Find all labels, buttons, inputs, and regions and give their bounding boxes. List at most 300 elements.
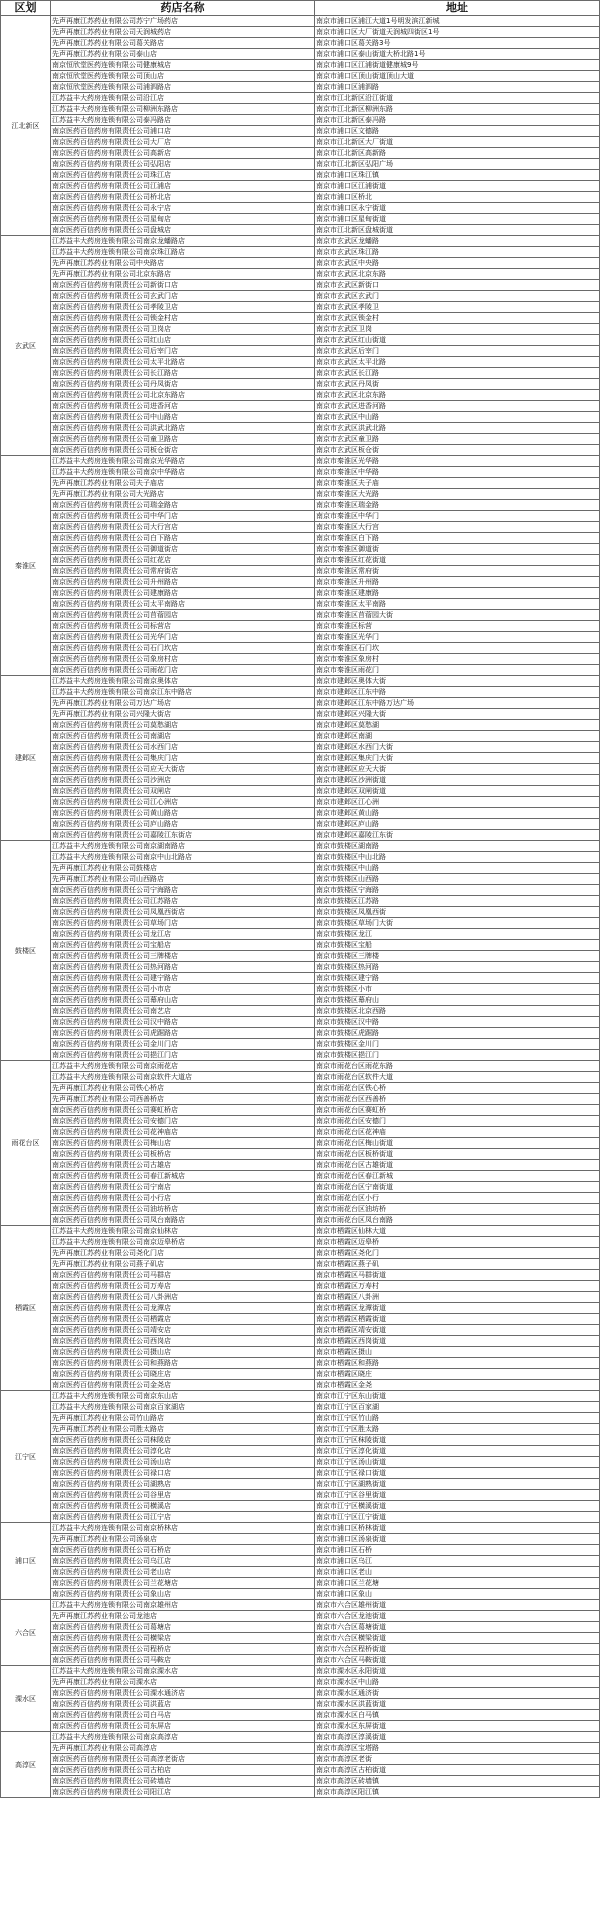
store-name-cell: 南京医药百信药房有限责任公司洪蓝店 bbox=[51, 1699, 315, 1710]
table-row bbox=[1, 1501, 600, 1512]
store-name-cell: 南京医药百信药房有限责任公司雨花门店 bbox=[51, 665, 315, 676]
table-row bbox=[1, 1435, 600, 1446]
address-cell: 南京市六合区龙池街道 bbox=[315, 1611, 600, 1622]
address-cell: 南京市江宁区胜太路 bbox=[315, 1424, 600, 1435]
store-name-cell: 南京医药百信药房有限责任公司晓庄店 bbox=[51, 1369, 315, 1380]
table-row bbox=[1, 1226, 600, 1237]
store-name-cell: 南京医药百信药房有限责任公司油坊桥店 bbox=[51, 1204, 315, 1215]
store-name-cell: 江苏益丰大药房连锁有限公司南京桥林店 bbox=[51, 1523, 315, 1534]
address-cell: 南京市高淳区砖墙镇 bbox=[315, 1776, 600, 1787]
store-name-cell: 南京医药百信药房有限责任公司龙江店 bbox=[51, 929, 315, 940]
table-row bbox=[1, 1644, 600, 1655]
store-name-cell: 先声再康江苏药业有限公司苏宁广场药店 bbox=[51, 16, 315, 27]
address-cell: 南京市雨花台区铁心桥 bbox=[315, 1083, 600, 1094]
store-name-cell: 南京医药百信药房有限责任公司升州路店 bbox=[51, 577, 315, 588]
address-cell: 南京市秦淮区夫子庙 bbox=[315, 478, 600, 489]
district-cell: 建邺区 bbox=[1, 676, 51, 841]
address-cell: 南京市六合区雄州街道 bbox=[315, 1600, 600, 1611]
table-row bbox=[1, 1347, 600, 1358]
store-name-cell: 南京医药百信药房有限责任公司后宰门店 bbox=[51, 346, 315, 357]
store-name-cell: 先声再康江苏药业有限公司葛关路店 bbox=[51, 38, 315, 49]
table-row bbox=[1, 1380, 600, 1391]
table-row bbox=[1, 291, 600, 302]
store-name-cell: 南京医药百信药房有限责任公司大厂店 bbox=[51, 137, 315, 148]
address-cell: 南京市江宁区竹山路 bbox=[315, 1413, 600, 1424]
address-cell: 南京市鼓楼区湖南路 bbox=[315, 841, 600, 852]
address-cell: 南京市雨花台区雨花东路 bbox=[315, 1061, 600, 1072]
table-row bbox=[1, 489, 600, 500]
store-name-cell: 南京医药百信药房有限责任公司莫愁湖店 bbox=[51, 720, 315, 731]
store-name-cell: 南京医药百信药房有限责任公司梅山店 bbox=[51, 1138, 315, 1149]
store-name-cell: 南京医药百信药房有限责任公司高淳老街店 bbox=[51, 1754, 315, 1765]
address-cell: 南京市建邺区奥体大街 bbox=[315, 676, 600, 687]
table-row bbox=[1, 621, 600, 632]
table-row bbox=[1, 1655, 600, 1666]
table-row bbox=[1, 203, 600, 214]
store-name-cell: 先声再康江苏药业有限公司大光路店 bbox=[51, 489, 315, 500]
address-cell: 南京市高淳区古柏街道 bbox=[315, 1765, 600, 1776]
table-row bbox=[1, 1578, 600, 1589]
store-name-cell: 南京医药百信药房有限责任公司大行宫店 bbox=[51, 522, 315, 533]
district-cell: 江北新区 bbox=[1, 16, 51, 236]
store-name-cell: 江苏益丰大药房连锁有限公司南京中华路店 bbox=[51, 467, 315, 478]
table-row bbox=[1, 1732, 600, 1743]
address-cell: 南京市鼓楼区中山路 bbox=[315, 863, 600, 874]
store-name-cell: 南京医药百信药房有限责任公司溧水通济店 bbox=[51, 1688, 315, 1699]
table-row bbox=[1, 1457, 600, 1468]
address-cell: 南京市江宁区东山街道 bbox=[315, 1391, 600, 1402]
store-name-cell: 南京医药百信药房有限责任公司小行店 bbox=[51, 1193, 315, 1204]
address-cell: 南京市江北新区盘城街道 bbox=[315, 225, 600, 236]
table-row bbox=[1, 1699, 600, 1710]
store-name-cell: 先声再康江苏药业有限公司北京东路店 bbox=[51, 269, 315, 280]
table-row bbox=[1, 126, 600, 137]
store-name-cell: 南京医药百信药房有限责任公司南艺店 bbox=[51, 1006, 315, 1017]
store-name-cell: 南京医药百信药房有限责任公司南湖店 bbox=[51, 731, 315, 742]
address-cell: 南京市玄武区进香河路 bbox=[315, 401, 600, 412]
table-row bbox=[1, 148, 600, 159]
table-row bbox=[1, 1369, 600, 1380]
address-cell: 南京市建邺区江心洲 bbox=[315, 797, 600, 808]
table-row bbox=[1, 1160, 600, 1171]
table-row bbox=[1, 247, 600, 258]
table-row bbox=[1, 665, 600, 676]
table-row bbox=[1, 1743, 600, 1754]
table-row bbox=[1, 49, 600, 60]
table-row bbox=[1, 720, 600, 731]
table-row bbox=[1, 1061, 600, 1072]
address-cell: 南京市鼓楼区汉中路 bbox=[315, 1017, 600, 1028]
table-row bbox=[1, 1270, 600, 1281]
store-name-cell: 南京恒欣堂医药连锁有限公司浦泗路店 bbox=[51, 82, 315, 93]
store-name-cell: 南京医药百信药房有限责任公司双闸店 bbox=[51, 786, 315, 797]
store-name-cell: 先声再康江苏药业有限公司山西路店 bbox=[51, 874, 315, 885]
table-row bbox=[1, 467, 600, 478]
address-cell: 南京市浦口区乌江 bbox=[315, 1556, 600, 1567]
table-row bbox=[1, 885, 600, 896]
table-row bbox=[1, 742, 600, 753]
table-row bbox=[1, 775, 600, 786]
store-name-cell: 南京医药百信药房有限责任公司童卫路店 bbox=[51, 434, 315, 445]
table-row bbox=[1, 1204, 600, 1215]
store-name-cell: 南京医药百信药房有限责任公司八卦洲店 bbox=[51, 1292, 315, 1303]
store-name-cell: 南京医药百信药房有限责任公司葛塘店 bbox=[51, 1622, 315, 1633]
store-name-cell: 南京医药百信药房有限责任公司象房村店 bbox=[51, 654, 315, 665]
address-cell: 南京市浦口区永宁街道 bbox=[315, 203, 600, 214]
table-row bbox=[1, 1127, 600, 1138]
table-body bbox=[1, 16, 600, 1798]
table-row bbox=[1, 797, 600, 808]
store-name-cell: 南京医药百信药房有限责任公司玄武门店 bbox=[51, 291, 315, 302]
store-name-cell: 南京医药百信药房有限责任公司苜蓿园店 bbox=[51, 610, 315, 621]
table-row bbox=[1, 808, 600, 819]
store-name-cell: 南京医药百信药房有限责任公司和燕路店 bbox=[51, 1358, 315, 1369]
table-row bbox=[1, 1688, 600, 1699]
table-row bbox=[1, 1534, 600, 1545]
address-cell: 南京市秦淮区标营 bbox=[315, 621, 600, 632]
address-cell: 南京市溧水区东屏街道 bbox=[315, 1721, 600, 1732]
address-cell: 南京市江宁区淳化街道 bbox=[315, 1446, 600, 1457]
address-cell: 南京市秦淮区建康路 bbox=[315, 588, 600, 599]
address-cell: 南京市六合区程桥街道 bbox=[315, 1644, 600, 1655]
store-name-cell: 南京医药百信药房有限责任公司建宁路店 bbox=[51, 973, 315, 984]
store-name-cell: 南京医药百信药房有限责任公司白马店 bbox=[51, 1710, 315, 1721]
store-name-cell: 南京医药百信药房有限责任公司安德门店 bbox=[51, 1116, 315, 1127]
store-name-cell: 先声再康江苏药业有限公司鼓楼店 bbox=[51, 863, 315, 874]
table-row bbox=[1, 709, 600, 720]
table-row bbox=[1, 819, 600, 830]
header-row bbox=[1, 1, 600, 16]
store-name-cell: 南京医药百信药房有限责任公司嘉陵江东街店 bbox=[51, 830, 315, 841]
store-name-cell: 南京医药百信药房有限责任公司北京东路店 bbox=[51, 390, 315, 401]
table-row bbox=[1, 1193, 600, 1204]
store-name-cell: 南京医药百信药房有限责任公司万寿店 bbox=[51, 1281, 315, 1292]
address-cell: 南京市栖霞区尧化门 bbox=[315, 1248, 600, 1259]
table-row bbox=[1, 170, 600, 181]
table-row bbox=[1, 786, 600, 797]
table-row bbox=[1, 830, 600, 841]
table-row bbox=[1, 1512, 600, 1523]
table-row bbox=[1, 412, 600, 423]
store-name-cell: 南京医药百信药房有限责任公司凤台南路店 bbox=[51, 1215, 315, 1226]
table-row bbox=[1, 1138, 600, 1149]
table-row bbox=[1, 676, 600, 687]
store-name-cell: 南京医药百信药房有限责任公司浦口店 bbox=[51, 126, 315, 137]
address-cell: 南京市秦淮区升州路 bbox=[315, 577, 600, 588]
district-cell: 雨花台区 bbox=[1, 1061, 51, 1226]
district-cell: 秦淮区 bbox=[1, 456, 51, 676]
table-row bbox=[1, 423, 600, 434]
store-name-cell: 南京医药百信药房有限责任公司星甸店 bbox=[51, 214, 315, 225]
store-name-cell: 南京医药百信药房有限责任公司汤山店 bbox=[51, 1457, 315, 1468]
address-cell: 南京市鼓楼区幕府山 bbox=[315, 995, 600, 1006]
store-name-cell: 南京医药百信药房有限责任公司湖熟店 bbox=[51, 1479, 315, 1490]
table-row bbox=[1, 1402, 600, 1413]
table-row bbox=[1, 1765, 600, 1776]
store-name-cell: 先声再康江苏药业有限公司龙池店 bbox=[51, 1611, 315, 1622]
store-name-cell: 先声再康江苏药业有限公司高淳店 bbox=[51, 1743, 315, 1754]
address-cell: 南京市建邺区南湖 bbox=[315, 731, 600, 742]
store-name-cell: 江苏益丰大药房连锁有限公司南京东山店 bbox=[51, 1391, 315, 1402]
address-cell: 南京市鼓楼区挹江门 bbox=[315, 1050, 600, 1061]
store-name-cell: 南京医药百信药房有限责任公司水西门店 bbox=[51, 742, 315, 753]
address-cell: 南京市溧水区中山路 bbox=[315, 1677, 600, 1688]
store-name-cell: 先声再康江苏药业有限公司铁心桥店 bbox=[51, 1083, 315, 1094]
store-name-cell: 南京医药百信药房有限责任公司热河路店 bbox=[51, 962, 315, 973]
table-row bbox=[1, 71, 600, 82]
address-cell: 南京市建邺区双闸街道 bbox=[315, 786, 600, 797]
table-row bbox=[1, 907, 600, 918]
address-cell: 南京市玄武区孝陵卫 bbox=[315, 302, 600, 313]
address-cell: 南京市栖霞区万寿村 bbox=[315, 1281, 600, 1292]
address-cell: 南京市建邺区莫愁湖 bbox=[315, 720, 600, 731]
store-name-cell: 南京医药百信药房有限责任公司古柏店 bbox=[51, 1765, 315, 1776]
store-name-cell: 江苏益丰大药房连锁有限公司南京百家湖店 bbox=[51, 1402, 315, 1413]
table-row bbox=[1, 302, 600, 313]
address-cell: 南京市雨花台区软件大道 bbox=[315, 1072, 600, 1083]
address-cell: 南京市玄武区珠江路 bbox=[315, 247, 600, 258]
table-row bbox=[1, 654, 600, 665]
address-cell: 南京市浦口区浦泗路 bbox=[315, 82, 600, 93]
store-name-cell: 先声再康江苏药业有限公司夫子庙店 bbox=[51, 478, 315, 489]
address-cell: 南京市鼓楼区金川门 bbox=[315, 1039, 600, 1050]
address-cell: 南京市浦口区珠江镇 bbox=[315, 170, 600, 181]
table-row bbox=[1, 1336, 600, 1347]
address-cell: 南京市雨花台区凤台南路 bbox=[315, 1215, 600, 1226]
header-store-name: 药店名称 bbox=[51, 1, 315, 16]
store-name-cell: 南京医药百信药房有限责任公司太平北路店 bbox=[51, 357, 315, 368]
table-row bbox=[1, 1237, 600, 1248]
table-row bbox=[1, 27, 600, 38]
address-cell: 南京市秦淮区御道街 bbox=[315, 544, 600, 555]
table-row bbox=[1, 1292, 600, 1303]
address-cell: 南京市栖霞区八卦洲 bbox=[315, 1292, 600, 1303]
address-cell: 南京市鼓楼区小市 bbox=[315, 984, 600, 995]
address-cell: 南京市建邺区应天大街 bbox=[315, 764, 600, 775]
table-row bbox=[1, 1721, 600, 1732]
table-row bbox=[1, 1149, 600, 1160]
address-cell: 南京市雨花台区安德门 bbox=[315, 1116, 600, 1127]
store-name-cell: 南京医药百信药房有限责任公司花神庙店 bbox=[51, 1127, 315, 1138]
table-row bbox=[1, 1182, 600, 1193]
address-cell: 南京市鼓楼区北京西路 bbox=[315, 1006, 600, 1017]
address-cell: 南京市栖霞区马群街道 bbox=[315, 1270, 600, 1281]
address-cell: 南京市秦淮区大行宫 bbox=[315, 522, 600, 533]
store-name-cell: 南京医药百信药房有限责任公司江浦店 bbox=[51, 181, 315, 192]
address-cell: 南京市栖霞区靖安街道 bbox=[315, 1325, 600, 1336]
table-row bbox=[1, 1600, 600, 1611]
address-cell: 南京市玄武区卫岗 bbox=[315, 324, 600, 335]
store-name-cell: 南京医药百信药房有限责任公司光华门店 bbox=[51, 632, 315, 643]
address-cell: 南京市玄武区长江路 bbox=[315, 368, 600, 379]
table-row bbox=[1, 1556, 600, 1567]
table-row bbox=[1, 1633, 600, 1644]
table-row bbox=[1, 1006, 600, 1017]
table-row bbox=[1, 368, 600, 379]
table-row bbox=[1, 104, 600, 115]
store-name-cell: 南京医药百信药房有限责任公司石桥店 bbox=[51, 1545, 315, 1556]
table-row bbox=[1, 335, 600, 346]
table-row bbox=[1, 214, 600, 225]
table-row bbox=[1, 1446, 600, 1457]
table-row bbox=[1, 1677, 600, 1688]
address-cell: 南京市秦淮区瑞金路 bbox=[315, 500, 600, 511]
table-row bbox=[1, 1611, 600, 1622]
address-cell: 南京市秦淮区太平南路 bbox=[315, 599, 600, 610]
store-name-cell: 先声再康江苏药业有限公司胜太路店 bbox=[51, 1424, 315, 1435]
store-name-cell: 江苏益丰大药房连锁有限公司南京仙林店 bbox=[51, 1226, 315, 1237]
table-row bbox=[1, 1116, 600, 1127]
table-row bbox=[1, 1017, 600, 1028]
address-cell: 南京市江北新区沿江街道 bbox=[315, 93, 600, 104]
address-cell: 南京市玄武区太平北路 bbox=[315, 357, 600, 368]
store-name-cell: 南京医药百信药房有限责任公司常府街店 bbox=[51, 566, 315, 577]
address-cell: 南京市秦淮区苜蓿园大街 bbox=[315, 610, 600, 621]
address-cell: 南京市建邺区江东中路 bbox=[315, 687, 600, 698]
address-cell: 南京市秦淮区红花街道 bbox=[315, 555, 600, 566]
table-row bbox=[1, 1281, 600, 1292]
store-name-cell: 南京医药百信药房有限责任公司汉中路店 bbox=[51, 1017, 315, 1028]
store-name-cell: 南京恒欣堂医药连锁有限公司健康城店 bbox=[51, 60, 315, 71]
table-row bbox=[1, 566, 600, 577]
table-row bbox=[1, 973, 600, 984]
address-cell: 南京市栖霞区栖霞街道 bbox=[315, 1314, 600, 1325]
table-row bbox=[1, 1622, 600, 1633]
address-cell: 南京市浦口区老山 bbox=[315, 1567, 600, 1578]
table-row bbox=[1, 93, 600, 104]
store-name-cell: 南京医药百信药房有限责任公司江宁店 bbox=[51, 1512, 315, 1523]
address-cell: 南京市玄武区玄武门 bbox=[315, 291, 600, 302]
store-name-cell: 南京医药百信药房有限责任公司宁海路店 bbox=[51, 885, 315, 896]
store-name-cell: 南京医药百信药房有限责任公司凤凰西街店 bbox=[51, 907, 315, 918]
table-row bbox=[1, 1259, 600, 1270]
address-cell: 南京市建邺区庐山路 bbox=[315, 819, 600, 830]
table-row bbox=[1, 896, 600, 907]
table-row bbox=[1, 610, 600, 621]
table-row bbox=[1, 1358, 600, 1369]
table-row bbox=[1, 269, 600, 280]
address-cell: 南京市建邺区沙洲街道 bbox=[315, 775, 600, 786]
address-cell: 南京市建邺区水西门大街 bbox=[315, 742, 600, 753]
table-row bbox=[1, 1325, 600, 1336]
address-cell: 南京市秦淮区石门坎 bbox=[315, 643, 600, 654]
store-name-cell: 江苏益丰大药房连锁有限公司沿江店 bbox=[51, 93, 315, 104]
address-cell: 南京市浦口区江浦街道 bbox=[315, 181, 600, 192]
store-name-cell: 南京医药百信药房有限责任公司孝陵卫店 bbox=[51, 302, 315, 313]
table-row bbox=[1, 632, 600, 643]
store-name-cell: 南京医药百信药房有限责任公司禄口店 bbox=[51, 1468, 315, 1479]
store-name-cell: 南京医药百信药房有限责任公司马鞍店 bbox=[51, 1655, 315, 1666]
store-name-cell: 江苏益丰大药房连锁有限公司南京光华路店 bbox=[51, 456, 315, 467]
address-cell: 南京市玄武区红山街道 bbox=[315, 335, 600, 346]
address-cell: 南京市鼓楼区三牌楼 bbox=[315, 951, 600, 962]
store-name-cell: 南京医药百信药房有限责任公司程桥店 bbox=[51, 1644, 315, 1655]
address-cell: 南京市雨花台区古雄街道 bbox=[315, 1160, 600, 1171]
table-row bbox=[1, 1490, 600, 1501]
table-row bbox=[1, 401, 600, 412]
address-cell: 南京市鼓楼区龙江 bbox=[315, 929, 600, 940]
address-cell: 南京市鼓楼区草场门大街 bbox=[315, 918, 600, 929]
store-name-cell: 南京医药百信药房有限责任公司盘城店 bbox=[51, 225, 315, 236]
address-cell: 南京市玄武区洪武北路 bbox=[315, 423, 600, 434]
address-cell: 南京市雨花台区板桥街道 bbox=[315, 1149, 600, 1160]
address-cell: 南京市浦口区汤泉街道 bbox=[315, 1534, 600, 1545]
store-name-cell: 南京医药百信药房有限责任公司乌江店 bbox=[51, 1556, 315, 1567]
address-cell: 南京市六合区横梁街道 bbox=[315, 1633, 600, 1644]
table-row bbox=[1, 764, 600, 775]
address-cell: 南京市雨花台区小行 bbox=[315, 1193, 600, 1204]
store-name-cell: 南京医药百信药房有限责任公司宝船店 bbox=[51, 940, 315, 951]
address-cell: 南京市栖霞区和燕路 bbox=[315, 1358, 600, 1369]
store-name-cell: 江苏益丰大药房连锁有限公司南京中山北路店 bbox=[51, 852, 315, 863]
store-name-cell: 先声再康江苏药业有限公司天润城药店 bbox=[51, 27, 315, 38]
table-row bbox=[1, 236, 600, 247]
address-cell: 南京市江北新区泰冯路 bbox=[315, 115, 600, 126]
address-cell: 南京市玄武区后宰门 bbox=[315, 346, 600, 357]
table-row bbox=[1, 698, 600, 709]
table-row bbox=[1, 1523, 600, 1534]
address-cell: 南京市玄武区中央路 bbox=[315, 258, 600, 269]
address-cell: 南京市浦口区兰花塘 bbox=[315, 1578, 600, 1589]
table-row bbox=[1, 1479, 600, 1490]
store-name-cell: 江苏益丰大药房连锁有限公司南京高淳店 bbox=[51, 1732, 315, 1743]
store-name-cell: 南京医药百信药房有限责任公司三牌楼店 bbox=[51, 951, 315, 962]
store-name-cell: 南京医药百信药房有限责任公司洪武北路店 bbox=[51, 423, 315, 434]
address-cell: 南京市江宁区百家湖 bbox=[315, 1402, 600, 1413]
address-cell: 南京市秦淮区中华路 bbox=[315, 467, 600, 478]
address-cell: 南京市秦淮区光华路 bbox=[315, 456, 600, 467]
address-cell: 南京市浦口区顶山街道顶山大道 bbox=[315, 71, 600, 82]
table-row bbox=[1, 918, 600, 929]
address-cell: 南京市建邺区黄山路 bbox=[315, 808, 600, 819]
store-name-cell: 南京医药百信药房有限责任公司庐山路店 bbox=[51, 819, 315, 830]
table-row bbox=[1, 687, 600, 698]
store-name-cell: 南京医药百信药房有限责任公司卫岗店 bbox=[51, 324, 315, 335]
table-row bbox=[1, 1248, 600, 1259]
table-row bbox=[1, 995, 600, 1006]
store-name-cell: 江苏益丰大药房连锁有限公司南京迈皋桥店 bbox=[51, 1237, 315, 1248]
table-row bbox=[1, 984, 600, 995]
address-cell: 南京市浦口区泰山街道大桥北路1号 bbox=[315, 49, 600, 60]
store-name-cell: 南京医药百信药房有限责任公司宁南店 bbox=[51, 1182, 315, 1193]
table-row bbox=[1, 555, 600, 566]
store-name-cell: 南京医药百信药房有限责任公司幕府山店 bbox=[51, 995, 315, 1006]
table-row bbox=[1, 852, 600, 863]
address-cell: 南京市栖霞区迈皋桥 bbox=[315, 1237, 600, 1248]
address-cell: 南京市浦口区文德路 bbox=[315, 126, 600, 137]
store-name-cell: 南京医药百信药房有限责任公司砖墙店 bbox=[51, 1776, 315, 1787]
store-name-cell: 江苏益丰大药房连锁有限公司南京龙蟠路店 bbox=[51, 236, 315, 247]
table-row bbox=[1, 522, 600, 533]
store-name-cell: 南京医药百信药房有限责任公司太平南路店 bbox=[51, 599, 315, 610]
store-name-cell: 南京医药百信药房有限责任公司珠江店 bbox=[51, 170, 315, 181]
store-name-cell: 先声再康江苏药业有限公司溧水店 bbox=[51, 1677, 315, 1688]
address-cell: 南京市雨花台区西善桥 bbox=[315, 1094, 600, 1105]
table-row bbox=[1, 1072, 600, 1083]
store-name-cell: 南京医药百信药房有限责任公司虎踞路店 bbox=[51, 1028, 315, 1039]
address-cell: 南京市浦口区江浦街道健康城9号 bbox=[315, 60, 600, 71]
store-name-cell: 南京医药百信药房有限责任公司栖霞店 bbox=[51, 1314, 315, 1325]
address-cell: 南京市高淳区宝塔路 bbox=[315, 1743, 600, 1754]
table-row bbox=[1, 478, 600, 489]
table-row bbox=[1, 863, 600, 874]
store-name-cell: 南京医药百信药房有限责任公司桥北店 bbox=[51, 192, 315, 203]
table-row bbox=[1, 1776, 600, 1787]
address-cell: 南京市玄武区北京东路 bbox=[315, 269, 600, 280]
table-row bbox=[1, 346, 600, 357]
store-name-cell: 南京医药百信药房有限责任公司红山店 bbox=[51, 335, 315, 346]
table-row bbox=[1, 1787, 600, 1798]
